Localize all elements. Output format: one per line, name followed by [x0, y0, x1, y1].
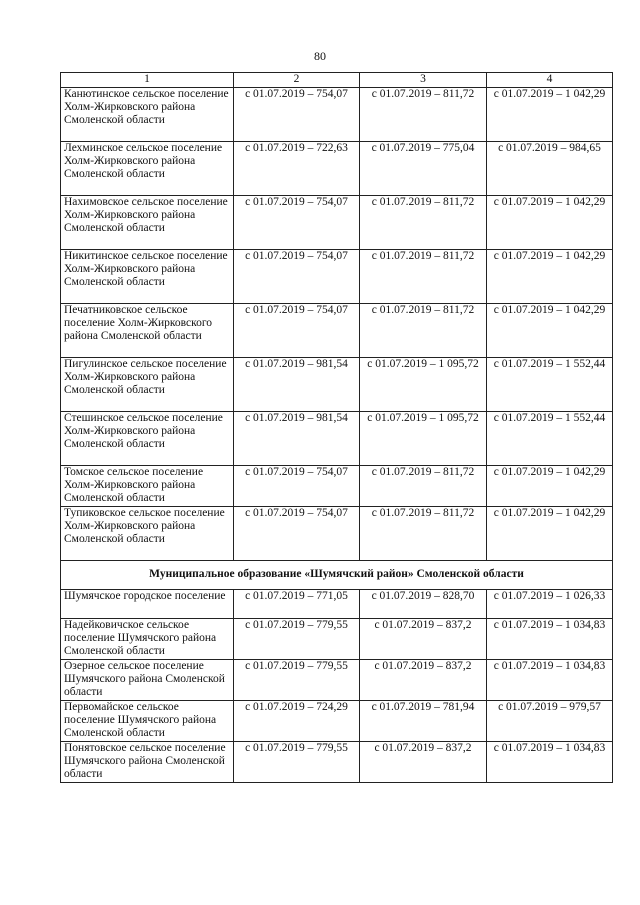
- tariff-value: с 01.07.2019 – 1 034,83: [487, 660, 613, 701]
- tariff-value: с 01.07.2019 – 754,07: [234, 196, 360, 250]
- table-row: [61, 619, 613, 660]
- settlement-name: Понятовское сельское поселение Шумячского района Смоленской области: [61, 742, 234, 783]
- tariff-value: с 01.07.2019 – 1 034,83: [487, 742, 613, 783]
- table-row: [61, 507, 613, 561]
- tariff-value: с 01.07.2019 – 811,72: [360, 196, 487, 250]
- tariff-value: с 01.07.2019 – 811,72: [360, 507, 487, 561]
- tariff-value: с 01.07.2019 – 981,54: [234, 412, 360, 466]
- tariff-value: с 01.07.2019 – 779,55: [234, 619, 360, 660]
- tariff-value: с 01.07.2019 – 1 552,44: [487, 412, 613, 466]
- tariff-value: с 01.07.2019 – 981,54: [234, 358, 360, 412]
- tariff-value: с 01.07.2019 – 775,04: [360, 142, 487, 196]
- table-row: [61, 142, 613, 196]
- table-row: [61, 701, 613, 742]
- page-number: 80: [314, 49, 326, 63]
- table-row: [61, 358, 613, 412]
- settlement-name: Озерное сельское поселение Шумячского района Смоленской области: [61, 660, 234, 701]
- settlement-name: Шумячское городское поселение: [61, 590, 234, 619]
- tariff-value: с 01.07.2019 – 1 042,29: [487, 507, 613, 561]
- table-row: [61, 196, 613, 250]
- tariff-value: с 01.07.2019 – 828,70: [360, 590, 487, 619]
- settlement-name: Томское сельское поселение Холм-Жирковского района Смоленской области: [61, 466, 234, 507]
- column-number-2: 2: [234, 73, 360, 88]
- table-row: [61, 742, 613, 783]
- section-title: Муниципальное образование «Шумячский район» Смоленской области: [61, 561, 613, 590]
- tariff-value: с 01.07.2019 – 1 026,33: [487, 590, 613, 619]
- tariff-value: с 01.07.2019 – 811,72: [360, 250, 487, 304]
- tariff-value: с 01.07.2019 – 837,2: [360, 742, 487, 783]
- table-row: [61, 412, 613, 466]
- tariff-value: с 01.07.2019 – 984,65: [487, 142, 613, 196]
- tariff-value: с 01.07.2019 – 811,72: [360, 88, 487, 142]
- tariff-value: с 01.07.2019 – 754,07: [234, 304, 360, 358]
- tariff-value: с 01.07.2019 – 1 042,29: [487, 304, 613, 358]
- settlement-name: Надейковичское сельское поселение Шумячского района Смоленской области: [61, 619, 234, 660]
- tariff-value: с 01.07.2019 – 754,07: [234, 466, 360, 507]
- tariff-value: с 01.07.2019 – 724,29: [234, 701, 360, 742]
- tariff-value: с 01.07.2019 – 771,05: [234, 590, 360, 619]
- settlement-name: Первомайское сельское поселение Шумячского района Смоленской области: [61, 701, 234, 742]
- section-header-row: [61, 561, 613, 590]
- column-number-row: [61, 73, 613, 88]
- settlement-name: Печатниковское сельское поселение Холм-Жирковского района Смоленской области: [61, 304, 234, 358]
- table-row: [61, 250, 613, 304]
- settlement-name: Лехминское сельское поселение Холм-Жирковского района Смоленской области: [61, 142, 234, 196]
- column-number-1: 1: [61, 73, 234, 88]
- table-row: [61, 590, 613, 619]
- tariff-value: с 01.07.2019 – 779,55: [234, 742, 360, 783]
- settlement-name: Нахимовское сельское поселение Холм-Жирковского района Смоленской области: [61, 196, 234, 250]
- tariff-value: с 01.07.2019 – 837,2: [360, 660, 487, 701]
- tariff-value: с 01.07.2019 – 1 042,29: [487, 88, 613, 142]
- table-row: [61, 88, 613, 142]
- tariff-value: с 01.07.2019 – 754,07: [234, 507, 360, 561]
- tariff-value: с 01.07.2019 – 1 095,72: [360, 358, 487, 412]
- tariff-value: с 01.07.2019 – 811,72: [360, 304, 487, 358]
- table-row: [61, 304, 613, 358]
- settlement-name: Канютинское сельское поселение Холм-Жирковского района Смоленской области: [61, 88, 234, 142]
- settlement-name: Пигулинское сельское поселение Холм-Жирковского района Смоленской области: [61, 358, 234, 412]
- tariff-value: с 01.07.2019 – 754,07: [234, 250, 360, 304]
- tariff-value: с 01.07.2019 – 1 042,29: [487, 196, 613, 250]
- table-row: [61, 660, 613, 701]
- tariff-value: с 01.07.2019 – 1 042,29: [487, 466, 613, 507]
- tariff-table: [60, 72, 613, 783]
- tariff-value: с 01.07.2019 – 1 034,83: [487, 619, 613, 660]
- tariff-value: с 01.07.2019 – 1 552,44: [487, 358, 613, 412]
- column-number-4: 4: [487, 73, 613, 88]
- tariff-value: с 01.07.2019 – 1 042,29: [487, 250, 613, 304]
- settlement-name: Стешинское сельское поселение Холм-Жирковского района Смоленской области: [61, 412, 234, 466]
- tariff-value: с 01.07.2019 – 1 095,72: [360, 412, 487, 466]
- settlement-name: Никитинское сельское поселение Холм-Жирковского района Смоленской области: [61, 250, 234, 304]
- tariff-value: с 01.07.2019 – 979,57: [487, 701, 613, 742]
- tariff-value: с 01.07.2019 – 754,07: [234, 88, 360, 142]
- tariff-value: с 01.07.2019 – 779,55: [234, 660, 360, 701]
- tariff-value: с 01.07.2019 – 837,2: [360, 619, 487, 660]
- tariff-value: с 01.07.2019 – 722,63: [234, 142, 360, 196]
- table-row: [61, 466, 613, 507]
- settlement-name: Тупиковское сельское поселение Холм-Жирковского района Смоленской области: [61, 507, 234, 561]
- tariff-value: с 01.07.2019 – 811,72: [360, 466, 487, 507]
- column-number-3: 3: [360, 73, 487, 88]
- tariff-value: с 01.07.2019 – 781,94: [360, 701, 487, 742]
